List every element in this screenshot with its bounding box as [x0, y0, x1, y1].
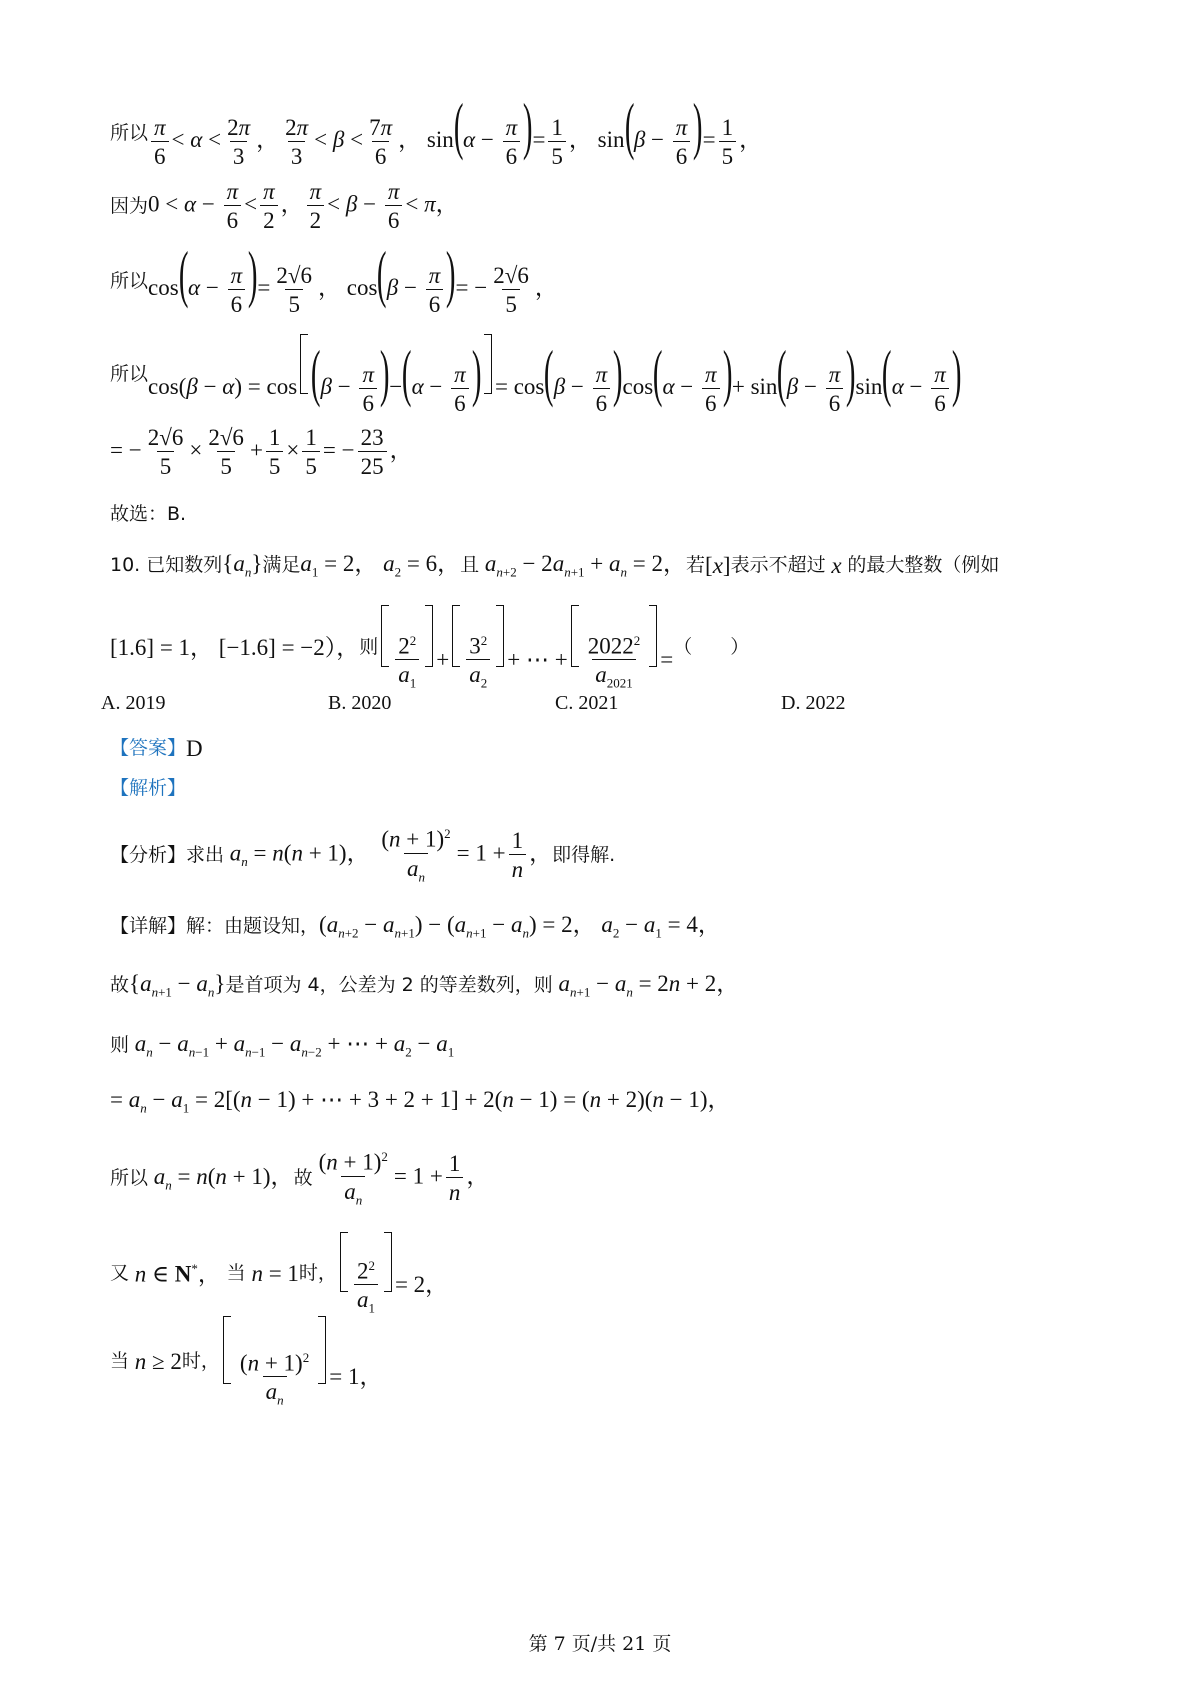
question-10-line-2: [1.6] = 1， [−1.6] = −2）， 则 $\frac{2^2}{a_1}$ + $\frac{3^2}{a_2}$ + ⋯ + $\frac{2022^2}{a_{2021}}$ = （ ）: [110, 605, 749, 690]
detail-line-5: 所以 $a_n = n(n + 1)$， 故 $\frac{(n + 1)^2}{a_n}$ = 1 + $\frac{1}{n}$ ，: [110, 1149, 490, 1208]
option-a: A. 2019: [101, 692, 166, 714]
solution-line-5: = − $\frac{2√6}{5}$ × $\frac{2√6}{5}$ + $\frac{1}{5}$ × $\frac{1}{5}$ = − $\frac{23}{25}$ ，: [110, 425, 413, 479]
answer-line: [110, 737, 203, 760]
page-footer: 第 7 页/共 21 页: [528, 1633, 672, 1655]
question-10-line-1: 10. 已知数列 $\{a_n\}$ 满足 $a_1 = 2$， $a_2 = 6$， 且 $a_{n+2} - 2a_{n+1} + a_n = 2$， 若 [x] 表示不超过 x 的最大整数（例如: [110, 551, 1000, 580]
solution-line-3: 所以 cos(α − $\frac{\pi}{6}$ )= $\frac{2√6}{5}$ ， cos(β − $\frac{\pi}{6}$ )= − $\frac{2√6}{5}$ ，: [110, 238, 558, 317]
detail-line-6: 又 n ∈ N*， 当 n = 1 时， $\frac{2^2}{a_1}$ = 2，: [110, 1232, 448, 1315]
detail-line-7: 当 n ≥ 2 时， $\frac{(n + 1)^2}{a_n}$ = 1，: [110, 1316, 382, 1407]
solution-line-2: 因为 0 < α − $\frac{\pi}{6}$ < $\frac{\pi}{2}$ ， $\frac{\pi}{2}$ < β − $\frac{\pi}{6}$ < π，: [110, 179, 459, 233]
solution-line-4: 所以 cos(β − α) = cos (β − $\frac{\pi}{6}$ )−(α − $\frac{\pi}{6}$ ) = cos(β − $\frac{\pi}{6}$ )cos(α − $\frac{\pi}{6}$ )+ sin(β − $\frac{\pi}{6}$ )sin(α − $\frac{\pi}{6}$ ): [110, 334, 961, 415]
detail-line-1: 【详解】 解：由题设知， $(a_{n+2} - a_{n+1}) - (a_{n+1} - a_n) = 2$， $a_2 - a_1 = 4$，: [110, 912, 721, 941]
option-c: C. 2021: [555, 692, 619, 714]
detail-line-3: 则 $a_n - a_{n-1} + a_{n-1} - a_{n-2}$ + ⋯ + $a_2 - a_1$: [110, 1031, 455, 1060]
solution-line-1: 所以 $\frac{\pi}{6}$ < α < $\frac{2\pi}{3}$ ， $\frac{2\pi}{3}$ < β < $\frac{7\pi}{6}$ ， sin(α − $\frac{\pi}{6}$ )= $\frac{1}{5}$ ， sin(β − $\frac{\pi}{6}$ )= $\frac{1}{5}$ ，: [110, 90, 763, 169]
option-b: B. 2020: [328, 692, 392, 714]
answer-value: D: [186, 736, 203, 761]
detail-line-2: 故 $\{a_{n+1} - a_n\}$ 是首项为 4，公差为 2 的等差数列，则 $a_{n+1} - a_n = 2n + 2$，: [110, 971, 740, 1000]
option-d: D. 2022: [781, 692, 846, 714]
choice-conclusion: 故选：B.: [110, 503, 187, 525]
detail-line-4: = $a_n - a_1 = 2[(n - 1)$ + ⋯ + 3 + 2 + 1] + 2(n − 1) = (n + 2)(n − 1)，: [110, 1087, 731, 1116]
analysis-label: 【解析】: [110, 777, 187, 799]
analysis-summary: 【分析】 求出 $a_n = n(n + 1)$， $\frac{(n + 1)^2}{a_n}$ = 1 + $\frac{1}{n}$ ， 即得解.: [110, 826, 616, 885]
answer-label: 【答案】: [110, 737, 187, 759]
